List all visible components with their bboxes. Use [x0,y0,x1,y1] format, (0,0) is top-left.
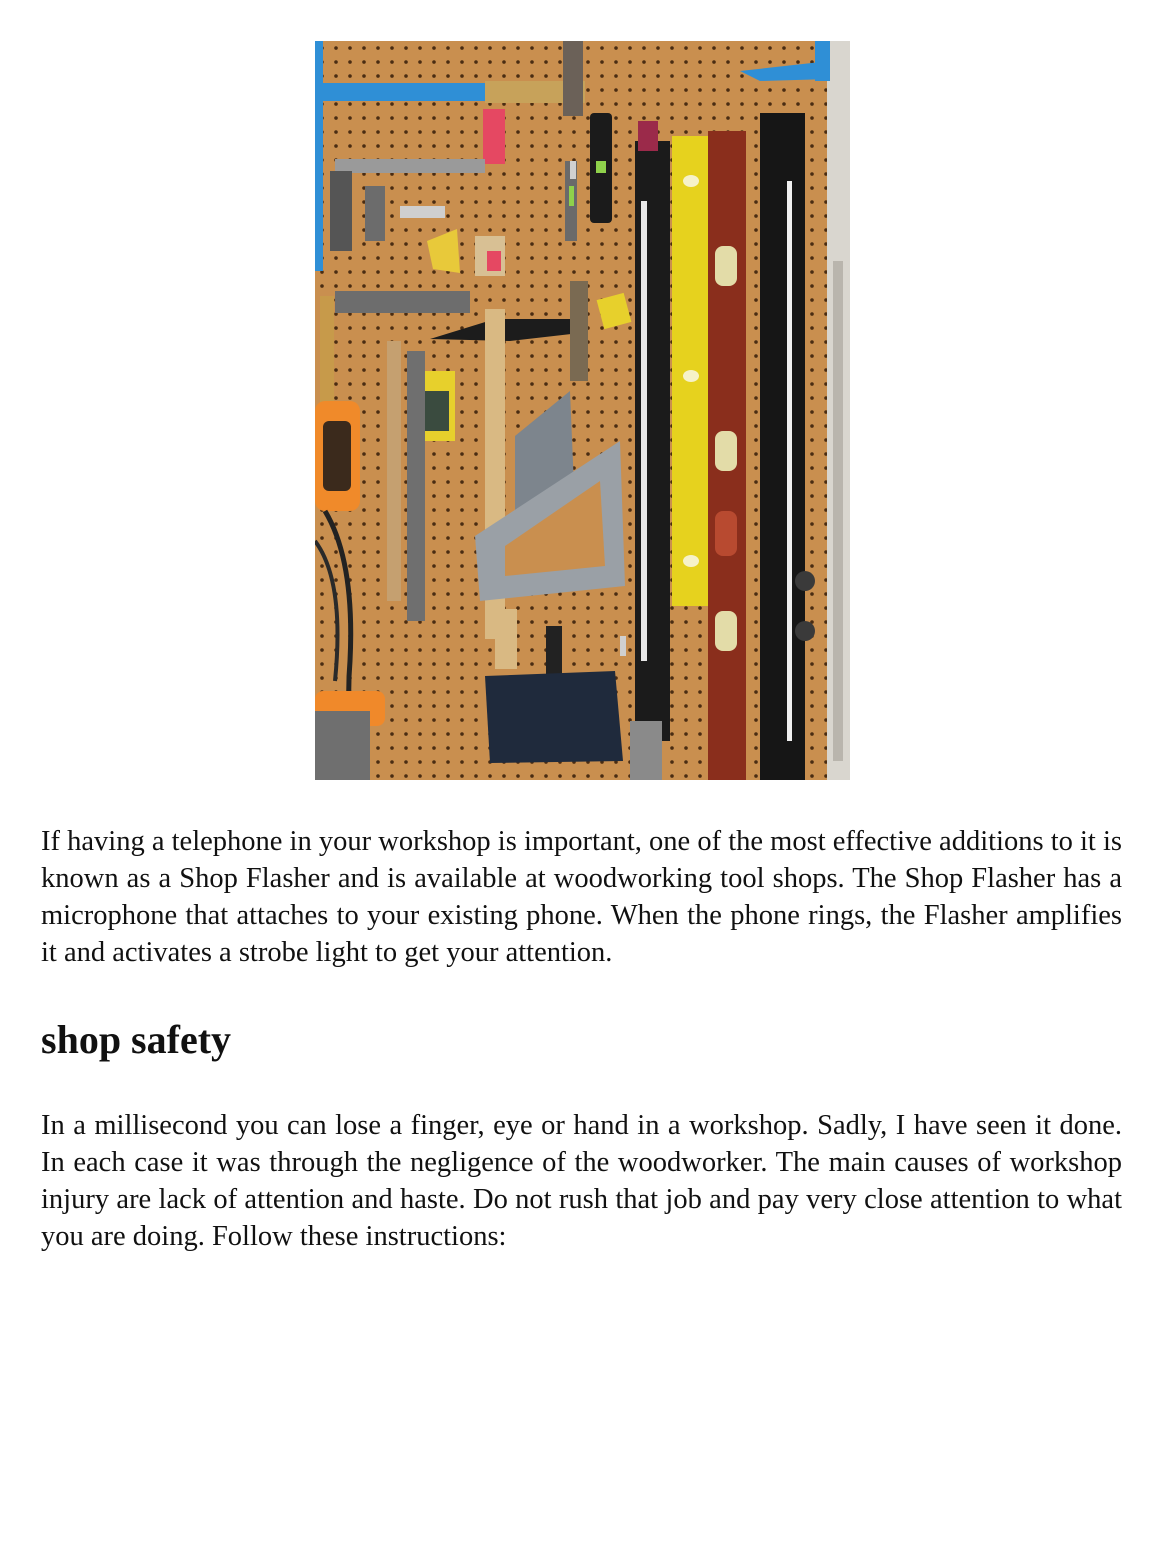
pegboard-tools-photo [315,41,850,780]
body-paragraph-shop-flasher: If having a telephone in your workshop is important, one of the most effective additions to it is known as a Shop Flasher and is available at woodworking tool shops. The Shop Flasher has a microphone that attaches to your existing phone. When the phone rings, the Flasher amplifies it and activates a strobe light to get your attention. [41,826,1122,968]
steel-rule [407,351,425,621]
body-paragraph-shop-safety: In a millisecond you can lose a finger, eye or hand in a workshop. Sadly, I have seen it done. In each case it was through the negligence of the woodworker. The main causes of workshop injury are lack of attention and haste. Do not rush that job and pay very close attention to what you are doing. Follow these instructions: [41,1110,1122,1252]
black-level [760,113,805,780]
black-straightedge [635,141,670,741]
section-heading: shop safety [41,1017,232,1062]
framing-square [335,291,470,313]
combination-square [335,159,485,173]
dustpan [485,671,623,763]
blue-square-top [315,83,490,101]
